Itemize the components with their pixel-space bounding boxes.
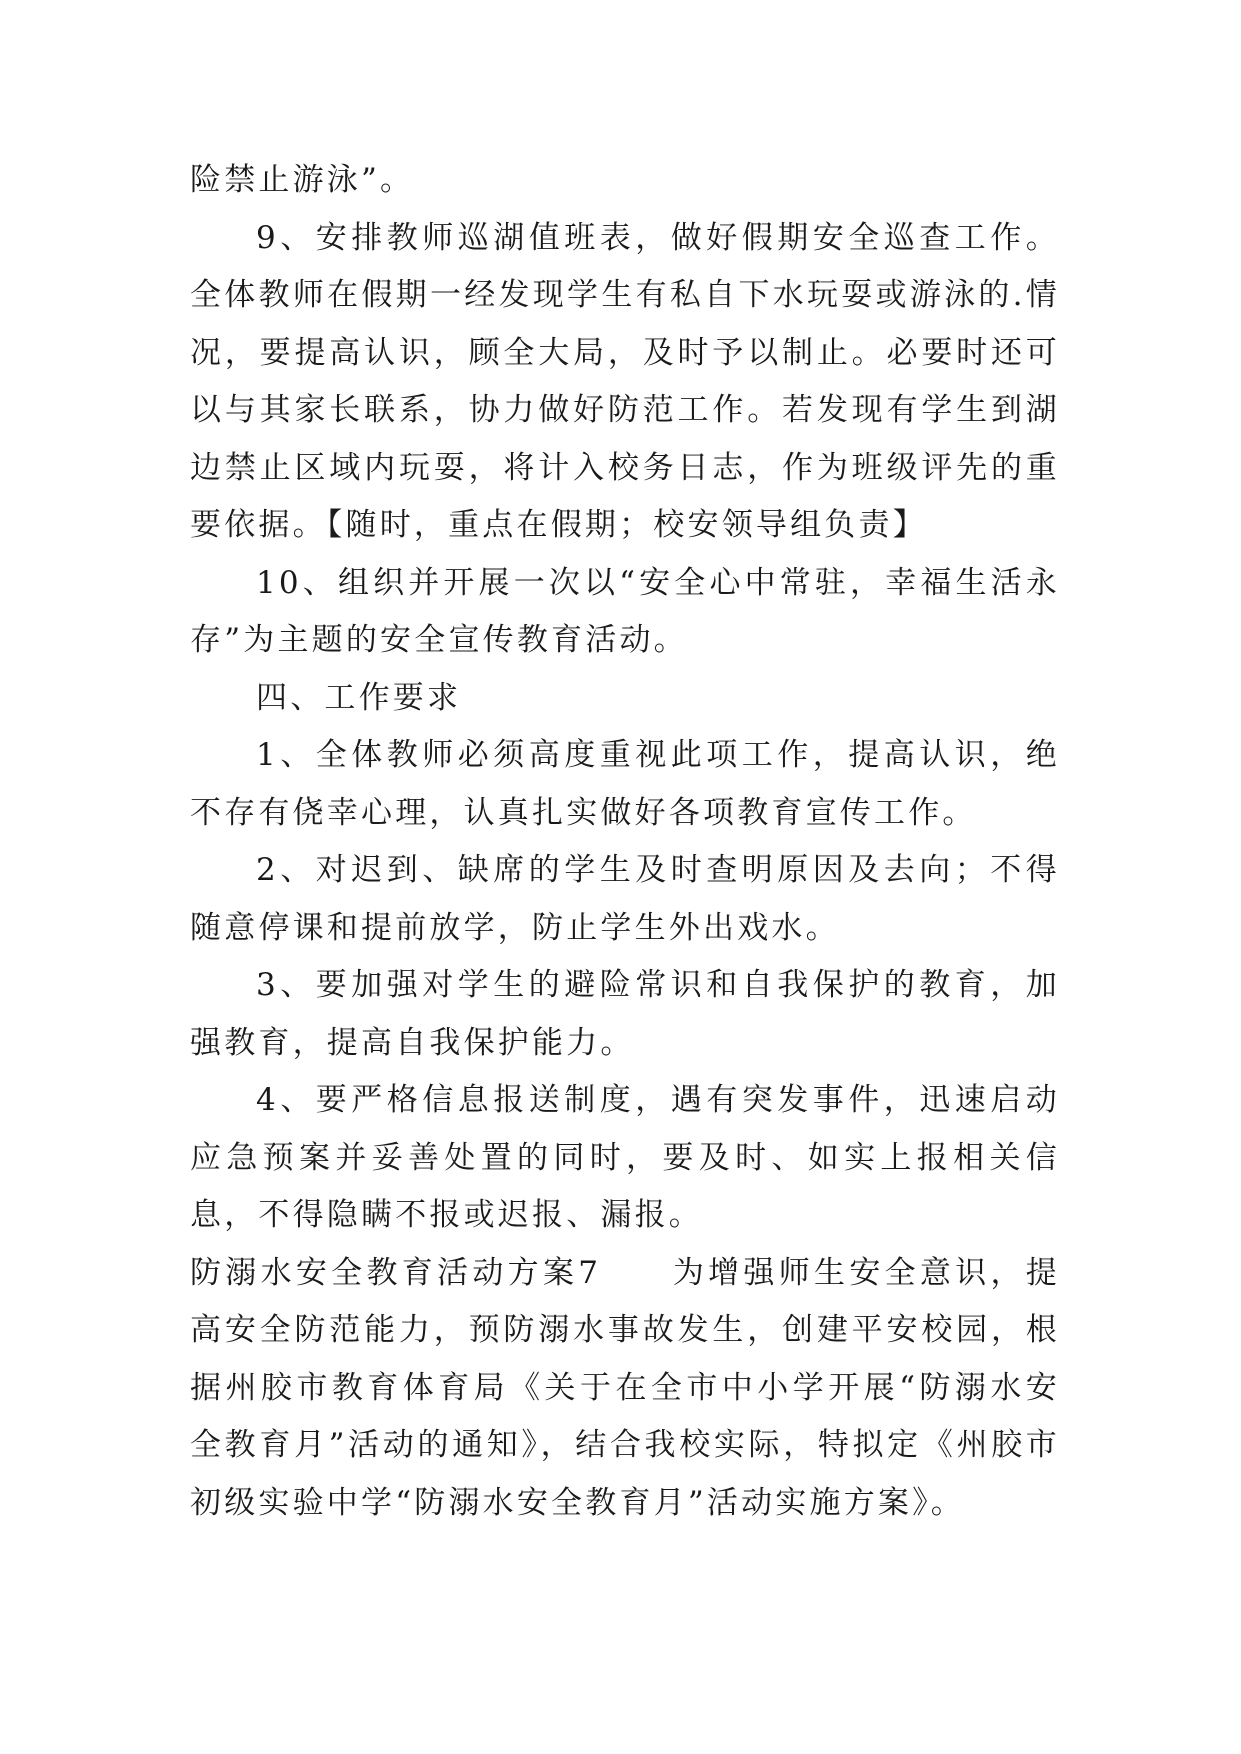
section-heading-work-requirements: 四、工作要求 [256, 679, 462, 716]
paragraph-item-10: 10、组织并开展一次以“安全心中常驻，幸福生活永存”为主题的安全宣传教育活动。 [190, 564, 1060, 658]
paragraph-requirement-2: 2、对迟到、缺席的学生及时查明原因及去向；不得随意停课和提前放学，防止学生外出戏水。 [190, 852, 1060, 946]
paragraph-item-9: 9、安排教师巡湖值班表，做好假期安全巡查工作。全体教师在假期一经发现学生有私自下水玩耍或游泳的.情况，要提高认识，顾全大局，及时予以制止。必要时还可以与其家长联系，协力做好防范工作。若发现有学生到湖边禁止区域内玩耍，将计入校务日志，作为班级评先的重要依据。【随时，重点在假期；校安领导组负责】 [190, 219, 1060, 543]
document-body [190, 152, 1060, 1532]
paragraph-requirement-1: 1、全体教师必须高度重视此项工作，提高认识，绝不存有侥幸心理，认真扎实做好各项教育宣传工作。 [190, 737, 1060, 831]
paragraph-requirement-3: 3、要加强对学生的避险常识和自我保护的教育，加强教育，提高自我保护能力。 [190, 967, 1060, 1061]
paragraph-continuation: 险禁止游泳”。 [190, 162, 415, 198]
paragraph-plan-7-intro: 防溺水安全教育活动方案7 为增强师生安全意识，提高安全防范能力，预防溺水事故发生，创建平安校园，根据州胶市教育体育局《关于在全市中小学开展“防溺水安全教育月”活动的通知》，结合我校实际，特拟定《州胶市初级实验中学“防溺水安全教育月”活动实施方案》。 [190, 1254, 1060, 1521]
paragraph-requirement-4: 4、要严格信息报送制度，遇有突发事件，迅速启动应急预案并妥善处置的同时，要及时、如实上报相关信息，不得隐瞒不报或迟报、漏报。 [190, 1082, 1060, 1233]
